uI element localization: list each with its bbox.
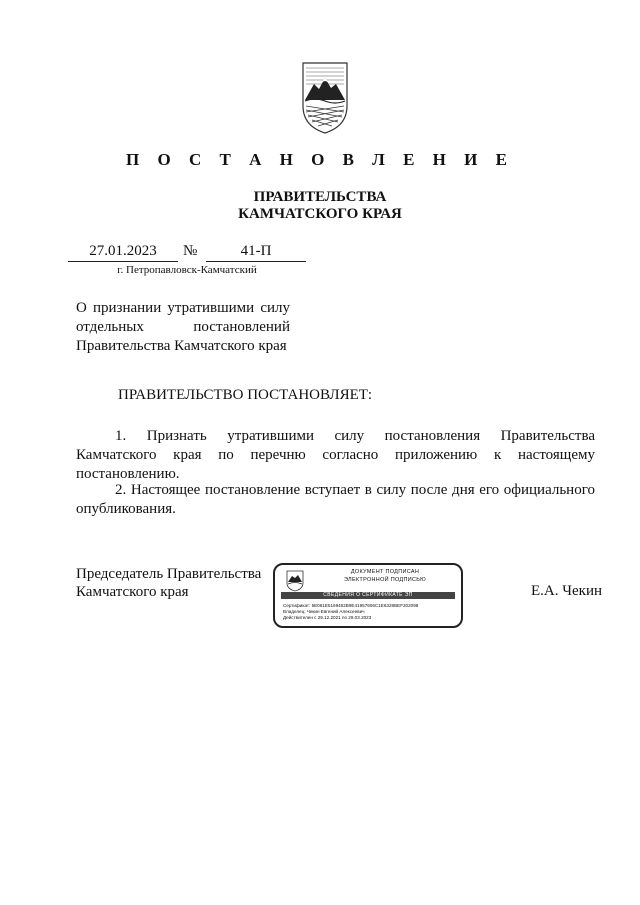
- paragraph-line: 1. Признать утратившими силу постановления Правительства: [115, 428, 595, 444]
- position-line: Камчатского края: [76, 584, 189, 600]
- paragraph-2: [76, 481, 595, 519]
- decree-date: 27.01.2023: [68, 243, 178, 262]
- stamp-heading: [313, 568, 457, 584]
- government-name-line2: КАМЧАТСКОГО КРАЯ: [238, 206, 402, 222]
- paragraph-1: [76, 427, 595, 484]
- decree-statement: ПРАВИТЕЛЬСТВО ПОСТАНОВЛЯЕТ:: [118, 387, 373, 403]
- certificate-validity: Действителен с 29.12.2021 по 29.03.2023: [283, 615, 372, 620]
- coat-of-arms-icon: [300, 60, 350, 136]
- city-name: г. Петропавловск-Камчатский: [117, 264, 257, 276]
- subject-line: отдельных постановлений: [76, 319, 290, 335]
- decree-subject: [76, 299, 290, 356]
- decree-number: 41-П: [206, 243, 306, 262]
- electronic-signature-stamp: [273, 563, 463, 628]
- paragraph-line: Камчатского края по перечню согласно приложению к настоящему: [76, 447, 595, 463]
- stamp-certificate-details: [283, 603, 459, 621]
- paragraph-line: 2. Настоящее постановление вступает в силу после дня его официального: [115, 482, 595, 498]
- subject-line: Правительства Камчатского края: [76, 338, 287, 354]
- coat-of-arms-icon: [286, 570, 304, 592]
- stamp-heading-line: ДОКУМЕНТ ПОДПИСАН: [350, 569, 420, 575]
- certificate-owner: Владелец: Чекин Евгений Алексеевич: [283, 609, 365, 614]
- certificate-serial: Сертификат: 5E061E5169462B9E41957606C1E6328BEF202098: [283, 603, 419, 608]
- government-name-line1: ПРАВИТЕЛЬСТВА: [253, 189, 387, 205]
- signatory-name: Е.А. Чекин: [531, 583, 602, 599]
- paragraph-line: опубликования.: [76, 501, 176, 517]
- signatory-position: [76, 565, 261, 601]
- stamp-heading-line: ЭЛЕКТРОННОЙ ПОДПИСЬЮ: [343, 577, 427, 583]
- stamp-certificate-bar: СВЕДЕНИЯ О СЕРТИФИКАТЕ ЭП: [281, 592, 455, 599]
- paragraph-line: постановлению.: [76, 466, 180, 482]
- document-type-title: П О С Т А Н О В Л Е Н И Е: [126, 150, 514, 169]
- subject-line: О признании утратившими силу: [76, 300, 290, 316]
- position-line: Председатель Правительства: [76, 566, 262, 582]
- number-sign: №: [183, 243, 198, 259]
